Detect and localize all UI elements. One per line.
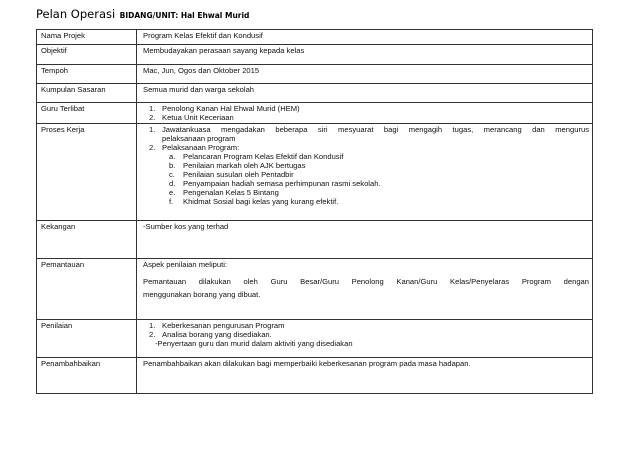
row-tempoh (37, 65, 593, 84)
row-kumpulan-sasaran (37, 84, 593, 103)
sub-list-text: Penyampaian hadiah semasa perhimpunan rasmi sekolah. (183, 179, 381, 188)
sub-list-item (143, 188, 589, 197)
sub-list-letter: d. (169, 179, 176, 188)
list-item (143, 125, 589, 143)
guru-list (143, 104, 589, 122)
sub-list-item (143, 152, 589, 161)
sub-list-letter: a. (169, 152, 176, 161)
sub-list-item (143, 197, 589, 206)
row-guru-terlibat (37, 103, 593, 124)
page-title: Pelan Operasi (36, 7, 116, 21)
proses-list (143, 125, 589, 152)
value-pemantauan (137, 259, 593, 320)
pemantauan-para-line-1: Pemantauan dilakukan oleh Guru Besar/Guru Penolong Kanan/Guru Kelas/Penyelaras Program dengan (143, 277, 589, 286)
sub-list-item (143, 179, 589, 188)
pemantauan-para-line-2: menggunakan borang yang dibuat. (143, 290, 261, 299)
list-text: Analisa borang yang disediakan. (162, 330, 272, 339)
proses-item-1-line-2: pelaksanaan program (162, 134, 236, 143)
list-number: 1. (149, 125, 156, 134)
label-guru-terlibat: Guru Terlibat (37, 103, 137, 124)
sub-list-text: Penilaian susulan oleh Pentadbir (183, 170, 294, 179)
value-penambahbaikan: Penambahbaikan akan dilakukan bagi memperbaiki keberkesanan program pada masa hadapan. (137, 358, 593, 394)
row-proses-kerja (37, 124, 593, 221)
value-nama-projek: Program Kelas Efektif dan Kondusif (137, 30, 593, 45)
list-text: Penolong Kanan Hal Ehwal Murid (HEM) (162, 104, 300, 113)
sub-list-item (143, 161, 589, 170)
list-item (143, 330, 589, 339)
proses-sub-list (143, 152, 589, 206)
value-objektif: Membudayakan perasaan sayang kepada kelas (137, 45, 593, 65)
label-penilaian: Penilaian (37, 320, 137, 358)
sub-list-text: Khidmat Sosial bagi kelas yang kurang efektif. (183, 197, 339, 206)
penilaian-list (143, 321, 589, 339)
label-objektif: Objektif (37, 45, 137, 65)
list-number: 1. (149, 321, 156, 330)
list-number: 2. (149, 143, 156, 152)
unit-subtitle: BIDANG/UNIT: Hal Ehwal Murid (119, 11, 250, 20)
label-kumpulan-sasaran: Kumpulan Sasaran (37, 84, 137, 103)
label-nama-projek: Nama Projek (37, 30, 137, 45)
list-number: 2. (149, 330, 156, 339)
proses-item-1-line-1: Jawatankuasa mengadakan beberapa siri mesyuarat bagi mengagih tugas, merancang dan mengurus (162, 125, 589, 134)
sub-list-text: Pelancaran Program Kelas Efektif dan Kondusif (183, 152, 344, 161)
list-item (143, 113, 589, 122)
row-objektif (37, 45, 593, 65)
proses-item-2-text: Pelaksanaan Program: (162, 143, 240, 152)
sub-list-text: Pengenalan Kelas 5 Bintang (183, 188, 279, 197)
label-kekangan: Kekangan (37, 221, 137, 259)
sub-list-item (143, 170, 589, 179)
value-kekangan: -Sumber kos yang terhad (137, 221, 593, 259)
list-number: 1. (149, 104, 156, 113)
value-penilaian (137, 320, 593, 358)
value-guru-terlibat (137, 103, 593, 124)
operation-plan-table (36, 29, 593, 394)
row-penilaian (37, 320, 593, 358)
sub-list-letter: b. (169, 161, 176, 170)
sub-list-letter: f. (169, 197, 174, 206)
sub-list-letter: c. (169, 170, 175, 179)
row-pemantauan (37, 259, 593, 320)
label-penambahbaikan: Penambahbaikan (37, 358, 137, 394)
value-tempoh: Mac, Jun, Ogos dan Oktober 2015 (137, 65, 593, 84)
row-nama-projek (37, 30, 593, 45)
label-proses-kerja: Proses Kerja (37, 124, 137, 221)
value-proses-kerja (137, 124, 593, 221)
label-pemantauan: Pemantauan (37, 259, 137, 320)
list-text: Keberkesanan pengurusan Program (162, 321, 285, 330)
label-tempoh: Tempoh (37, 65, 137, 84)
row-kekangan (37, 221, 593, 259)
document-heading (36, 6, 249, 24)
sub-list-text: Penilaian markah oleh AJK bertugas (183, 161, 306, 170)
list-item (143, 104, 589, 113)
value-kumpulan-sasaran: Semua murid dan warga sekolah (137, 84, 593, 103)
list-item (143, 143, 589, 152)
list-text: Ketua Unit Keceriaan (162, 113, 234, 122)
list-number: 2. (149, 113, 156, 122)
list-item (143, 321, 589, 330)
pemantauan-aspek: Aspek penilaian meliputi: (143, 260, 228, 269)
penilaian-extra: -Penyertaan guru dan murid dalam aktiviti yang disediakan (155, 339, 353, 348)
sub-list-letter: e. (169, 188, 176, 197)
row-penambahbaikan (37, 358, 593, 394)
